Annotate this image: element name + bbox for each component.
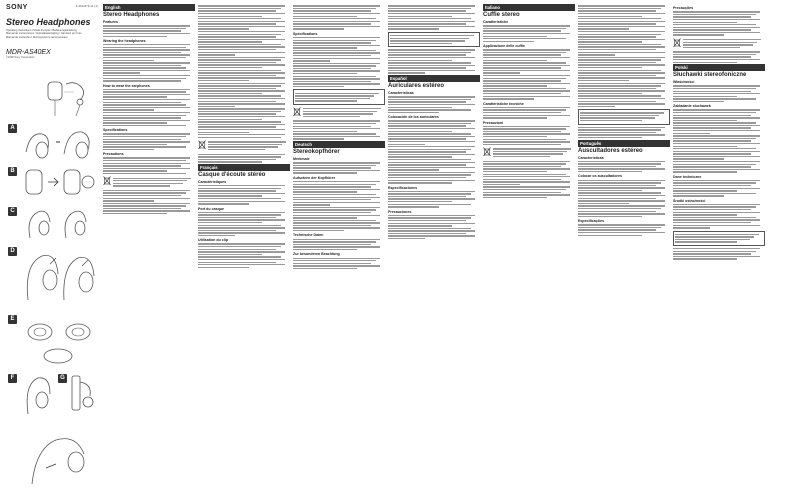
section-heading: Środki ostrożności xyxy=(673,198,706,203)
disposal-notice xyxy=(673,38,765,50)
recycle-bin-icon xyxy=(198,140,206,150)
section-heading: Caractéristiques xyxy=(198,179,227,184)
part-number: 4-269-876-11 (1) xyxy=(75,4,98,8)
section-heading: Utilisation du clip xyxy=(198,238,228,243)
column-french xyxy=(198,4,290,492)
section-heading: Colocar os auscultadores xyxy=(578,174,622,179)
section-heading: Spécifications xyxy=(293,31,318,36)
section-heading: Technische Daten xyxy=(293,233,324,238)
document-title: Stereo Headphones xyxy=(6,17,91,27)
language-bar: Italiano xyxy=(483,4,575,11)
section-heading: Especificaciones xyxy=(388,185,418,190)
section-heading: Dane techniczne xyxy=(673,174,702,179)
language-title: Stereokopfhörer xyxy=(293,148,340,155)
language-title: Auscultadores estéreo xyxy=(578,147,643,154)
disposal-notice xyxy=(103,176,195,188)
section-heading: Applicazione delle cuffie xyxy=(483,44,525,49)
recycle-bin-icon xyxy=(293,107,301,117)
column-english xyxy=(103,4,195,492)
column-italian xyxy=(483,4,575,492)
section-heading: Precautions xyxy=(103,152,124,157)
figure-label-a: A xyxy=(8,124,17,133)
section-heading: Właściwości xyxy=(673,80,695,85)
section-heading: Wearing the headphones xyxy=(103,38,146,43)
language-bar: Deutsch xyxy=(293,141,385,148)
section-heading: Colocación de los auriculares xyxy=(388,115,439,120)
subtitle-line: Operating Instructions / Mode d'emploi / Bedienungsanleitung xyxy=(6,29,77,32)
brand-logo: SONY xyxy=(6,4,28,11)
subtitle-list xyxy=(6,29,100,39)
section-heading: Zur besonderen Beachtung xyxy=(293,252,340,257)
section-heading: How to wear the earphones xyxy=(103,83,150,88)
figure-label-e: E xyxy=(8,315,17,324)
recycle-bin-icon xyxy=(483,147,491,157)
section-heading: Precauzioni xyxy=(483,120,504,125)
figure-label-c: C xyxy=(8,207,17,216)
section-heading: Especificações xyxy=(578,219,604,224)
language-title: Auriculares estéreo xyxy=(388,83,445,90)
column-polish xyxy=(673,4,765,492)
language-bar: Polski xyxy=(673,64,765,71)
language-bar: Português xyxy=(578,140,670,147)
figure-g-illustration xyxy=(66,370,100,420)
section-heading: Precauções xyxy=(673,6,694,10)
section-heading: Caratteristiche xyxy=(483,20,509,24)
section-heading: Caratteristiche tecniche xyxy=(483,101,524,106)
figure-d-illustration xyxy=(20,244,100,308)
language-bar: Español xyxy=(388,75,480,82)
section-heading: Aufsetzen der Kopfhörer xyxy=(293,175,336,180)
language-title: Stereo Headphones xyxy=(103,12,160,18)
figure-c-illustration xyxy=(20,204,100,244)
figure-e-illustration xyxy=(20,312,100,368)
column-portuguese xyxy=(578,4,670,492)
figure-f-illustration xyxy=(20,370,56,420)
section-heading: Features xyxy=(103,20,118,24)
figure-label-d: D xyxy=(8,247,17,256)
figure-a-illustration xyxy=(20,122,100,164)
section-heading: Specifications xyxy=(103,128,128,133)
language-bar: Français xyxy=(198,164,290,171)
figure-b-illustration xyxy=(20,164,100,204)
section-heading: Merkmale xyxy=(293,156,310,161)
language-bar: English xyxy=(103,4,195,11)
model-number: MDR-AS40EX xyxy=(6,49,51,57)
section-heading: Zakładanie słuchawek xyxy=(673,104,711,109)
headphone-illustration xyxy=(46,78,96,118)
language-title: Casque d'écoute stéréo xyxy=(198,171,266,178)
language-title: Cuffie stereo xyxy=(483,12,520,18)
section-heading: Port du casque xyxy=(198,206,224,211)
cover-column xyxy=(6,4,100,492)
column-german xyxy=(293,4,385,492)
warning-box xyxy=(293,89,385,105)
disposal-notice xyxy=(198,140,290,152)
recycle-bin-icon xyxy=(673,38,681,48)
disposal-notice xyxy=(483,147,575,159)
section-heading: Características xyxy=(388,91,414,96)
figure-clip-illustration xyxy=(26,424,96,490)
warning-box xyxy=(388,32,480,48)
subtitle-line: Manual de instrucciones / Gebruiksaanwijzing / Istruzioni per l'uso xyxy=(6,32,82,36)
warning-box xyxy=(578,109,670,125)
recycle-bin-icon xyxy=(103,176,111,186)
subtitle-line: Manual de instruções / Инструкция по эксплуатации xyxy=(6,35,68,39)
figure-label-g: G xyxy=(58,374,67,383)
figure-label-b: B xyxy=(8,167,17,176)
warning-box xyxy=(673,231,765,247)
section-heading: Características xyxy=(578,155,604,160)
figure-label-f: F xyxy=(8,374,17,383)
disposal-notice xyxy=(293,107,385,119)
column-spanish xyxy=(388,4,480,492)
section-heading: Precauciones xyxy=(388,209,412,214)
language-title: Słuchawki stereofoniczne xyxy=(673,72,747,79)
copyright: ©2008 Sony Corporation xyxy=(6,56,35,60)
